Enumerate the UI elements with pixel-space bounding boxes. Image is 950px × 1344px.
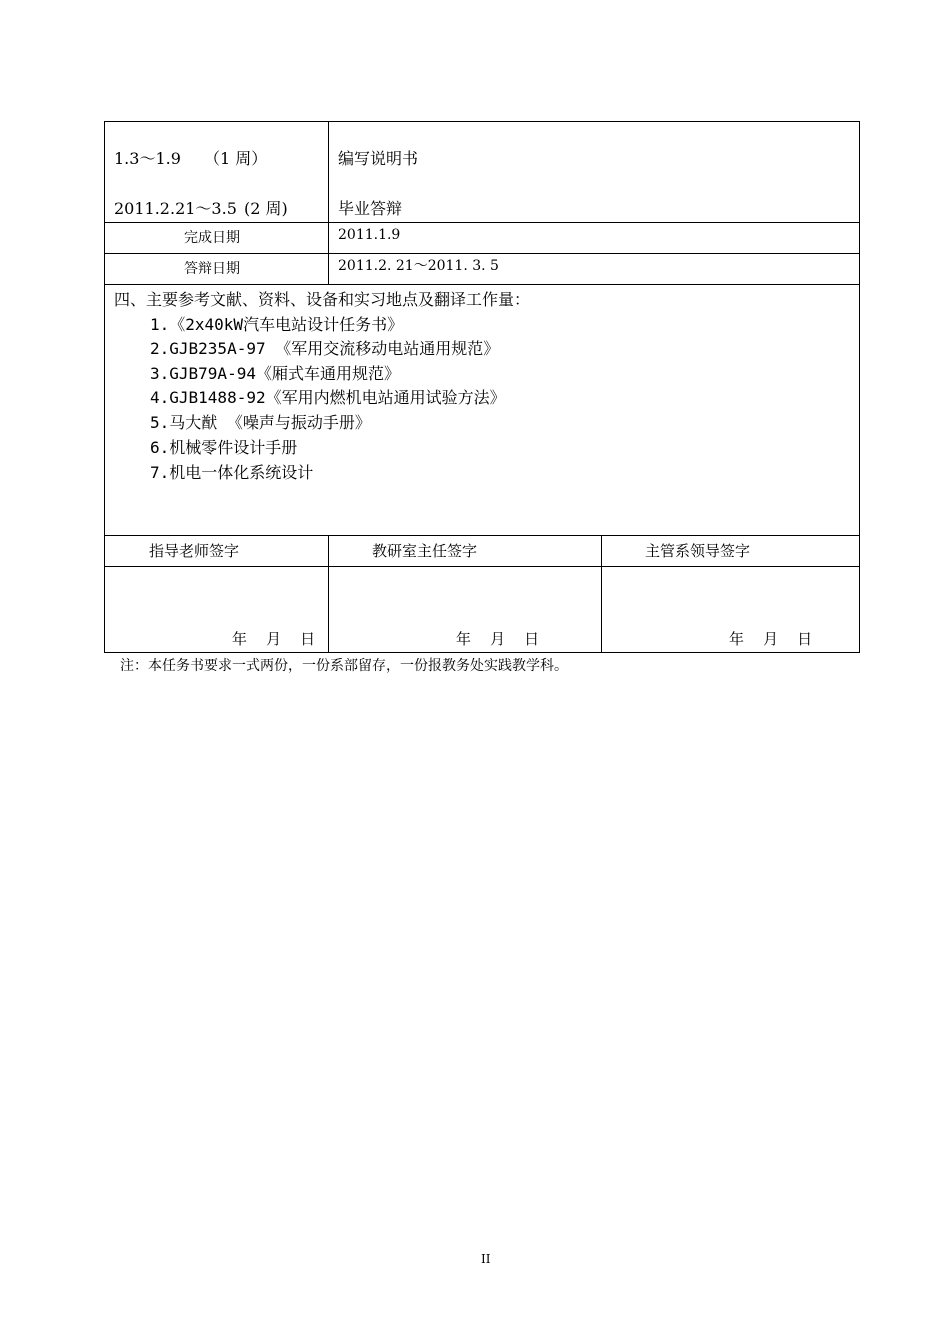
leader-signature-label: 主管系领导签字 bbox=[645, 542, 751, 560]
signature-divider-1 bbox=[328, 535, 329, 653]
reference-item: 3.GJB79A-94《厢式车通用规范》 bbox=[150, 364, 400, 383]
table-right-border bbox=[859, 121, 860, 653]
defense-date-value: 2011.2. 21～2011. 3. 5 bbox=[338, 258, 499, 274]
table-left-border bbox=[104, 121, 105, 653]
reference-item: 6.机械零件设计手册 bbox=[150, 438, 298, 457]
footnote: 注：本任务书要求一式两份，一份系部留存，一份报教务处实践教学科。 bbox=[120, 658, 568, 674]
page-number: II bbox=[481, 1252, 491, 1266]
references-heading: 四、主要参考文献、资料、设备和实习地点及翻译工作量： bbox=[114, 290, 531, 309]
completion-bottom-border bbox=[104, 253, 860, 254]
schedule-row2-task: 毕业答辩 bbox=[338, 199, 403, 218]
reference-item: 5.马大猷 《噪声与振动手册》 bbox=[150, 413, 371, 432]
leader-signature-date: 年 月 日 bbox=[729, 630, 813, 648]
schedule-row2-dates: 2011.2.21～3.5 bbox=[114, 199, 237, 218]
schedule-row2-weeks: (2 周) bbox=[244, 199, 288, 218]
table-top-border bbox=[104, 121, 860, 122]
references-bottom-border bbox=[104, 535, 860, 536]
completion-date-label: 完成日期 bbox=[184, 230, 240, 246]
schedule-row1-dates: 1.3～1.9 bbox=[114, 149, 181, 168]
upper-column-divider bbox=[328, 121, 329, 285]
reference-item: 4.GJB1488-92《军用内燃机电站通用试验方法》 bbox=[150, 388, 506, 407]
signature-header-bottom-border bbox=[104, 566, 860, 567]
signature-divider-2 bbox=[601, 535, 602, 653]
schedule-row1-weeks: （1 周） bbox=[204, 149, 268, 168]
director-signature-label: 教研室主任签字 bbox=[372, 542, 478, 560]
reference-item: 2.GJB235A-97 《军用交流移动电站通用规范》 bbox=[150, 339, 500, 358]
completion-date-value: 2011.1.9 bbox=[338, 227, 401, 243]
reference-item: 7.机电一体化系统设计 bbox=[150, 463, 314, 482]
defense-date-label: 答辩日期 bbox=[184, 261, 240, 277]
schedule-bottom-border bbox=[104, 222, 860, 223]
advisor-signature-date: 年 月 日 bbox=[232, 630, 316, 648]
defense-bottom-border bbox=[104, 284, 860, 285]
table-bottom-border bbox=[104, 652, 860, 653]
advisor-signature-label: 指导老师签字 bbox=[149, 542, 240, 560]
schedule-row1-task: 编写说明书 bbox=[338, 149, 419, 168]
reference-item: 1.《2x40kW汽车电站设计任务书》 bbox=[150, 315, 404, 334]
director-signature-date: 年 月 日 bbox=[456, 630, 540, 648]
